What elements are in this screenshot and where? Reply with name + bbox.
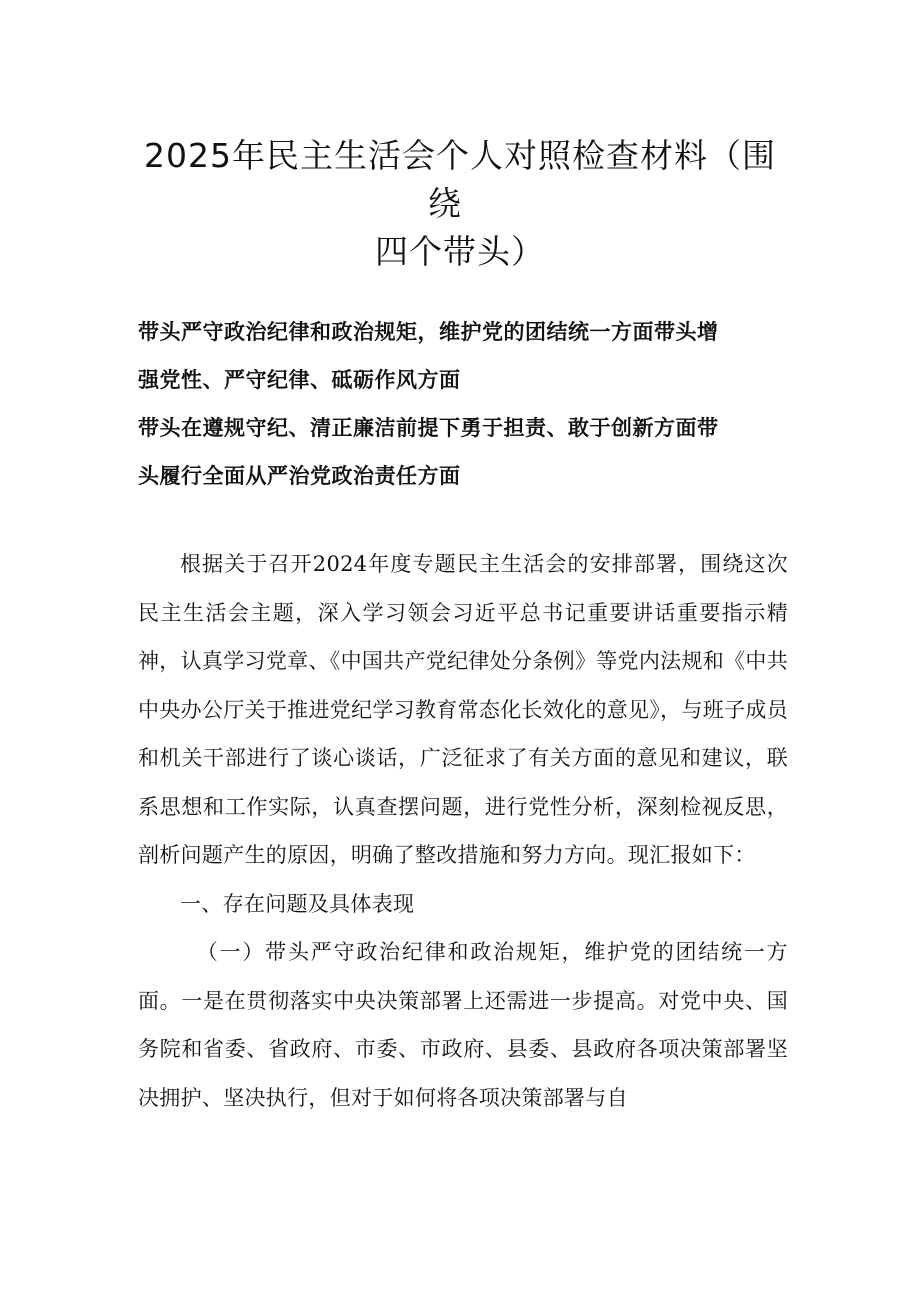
subheading-line: 强党性、严守纪律、砥砺作风方面 bbox=[138, 368, 461, 392]
section-paragraph: （一）带头严守政治纪律和政治规矩，维护党的团结统一方面。一是在贯彻落实中央决策部署上还需进一步提高。对党中央、国务院和省委、省政府、市委、市政府、县委、县政府各项决策部署坚决拥护、坚决执行，但对于如何将各项决策部署与自 bbox=[138, 940, 788, 1110]
document-title bbox=[120, 132, 800, 276]
subheading-line: 带头严守政治纪律和政治规矩，维护党的团结统一方面带头增 bbox=[138, 320, 719, 344]
intro-paragraph: 根据关于召开2024年度专题民主生活会的安排部署，围绕这次民主生活会主题，深入学习领会习近平总书记重要讲话重要指示精神，认真学习党章、《中国共产党纪律处分条例》等党内法规和《中共中央办公厅关于推进党纪学习教育常态化长效化的意见》，与班子成员和机关干部进行了谈心谈话，广泛征求了有关方面的意见和建议，联系思想和工作实际，认真查摆问题，进行党性分析，深刻检视反思，剖析问题产生的原因，明确了整改措施和努力方向。现汇报如下： bbox=[138, 552, 788, 867]
section-heading: 一、存在问题及具体表现 bbox=[180, 891, 415, 916]
subheading-block bbox=[138, 308, 788, 500]
document-body bbox=[138, 540, 788, 1122]
title-line-3: 四个带头） bbox=[375, 232, 545, 272]
subheading-line: 带头在遵规守纪、清正廉洁前提下勇于担责、敢于创新方面带 bbox=[138, 416, 719, 440]
subheading-line: 头履行全面从严治党政治责任方面 bbox=[138, 464, 461, 488]
title-line-1: 2025年民主生活会个人对照检查材料（围 bbox=[144, 136, 776, 176]
title-line-2: 绕 bbox=[428, 184, 462, 224]
